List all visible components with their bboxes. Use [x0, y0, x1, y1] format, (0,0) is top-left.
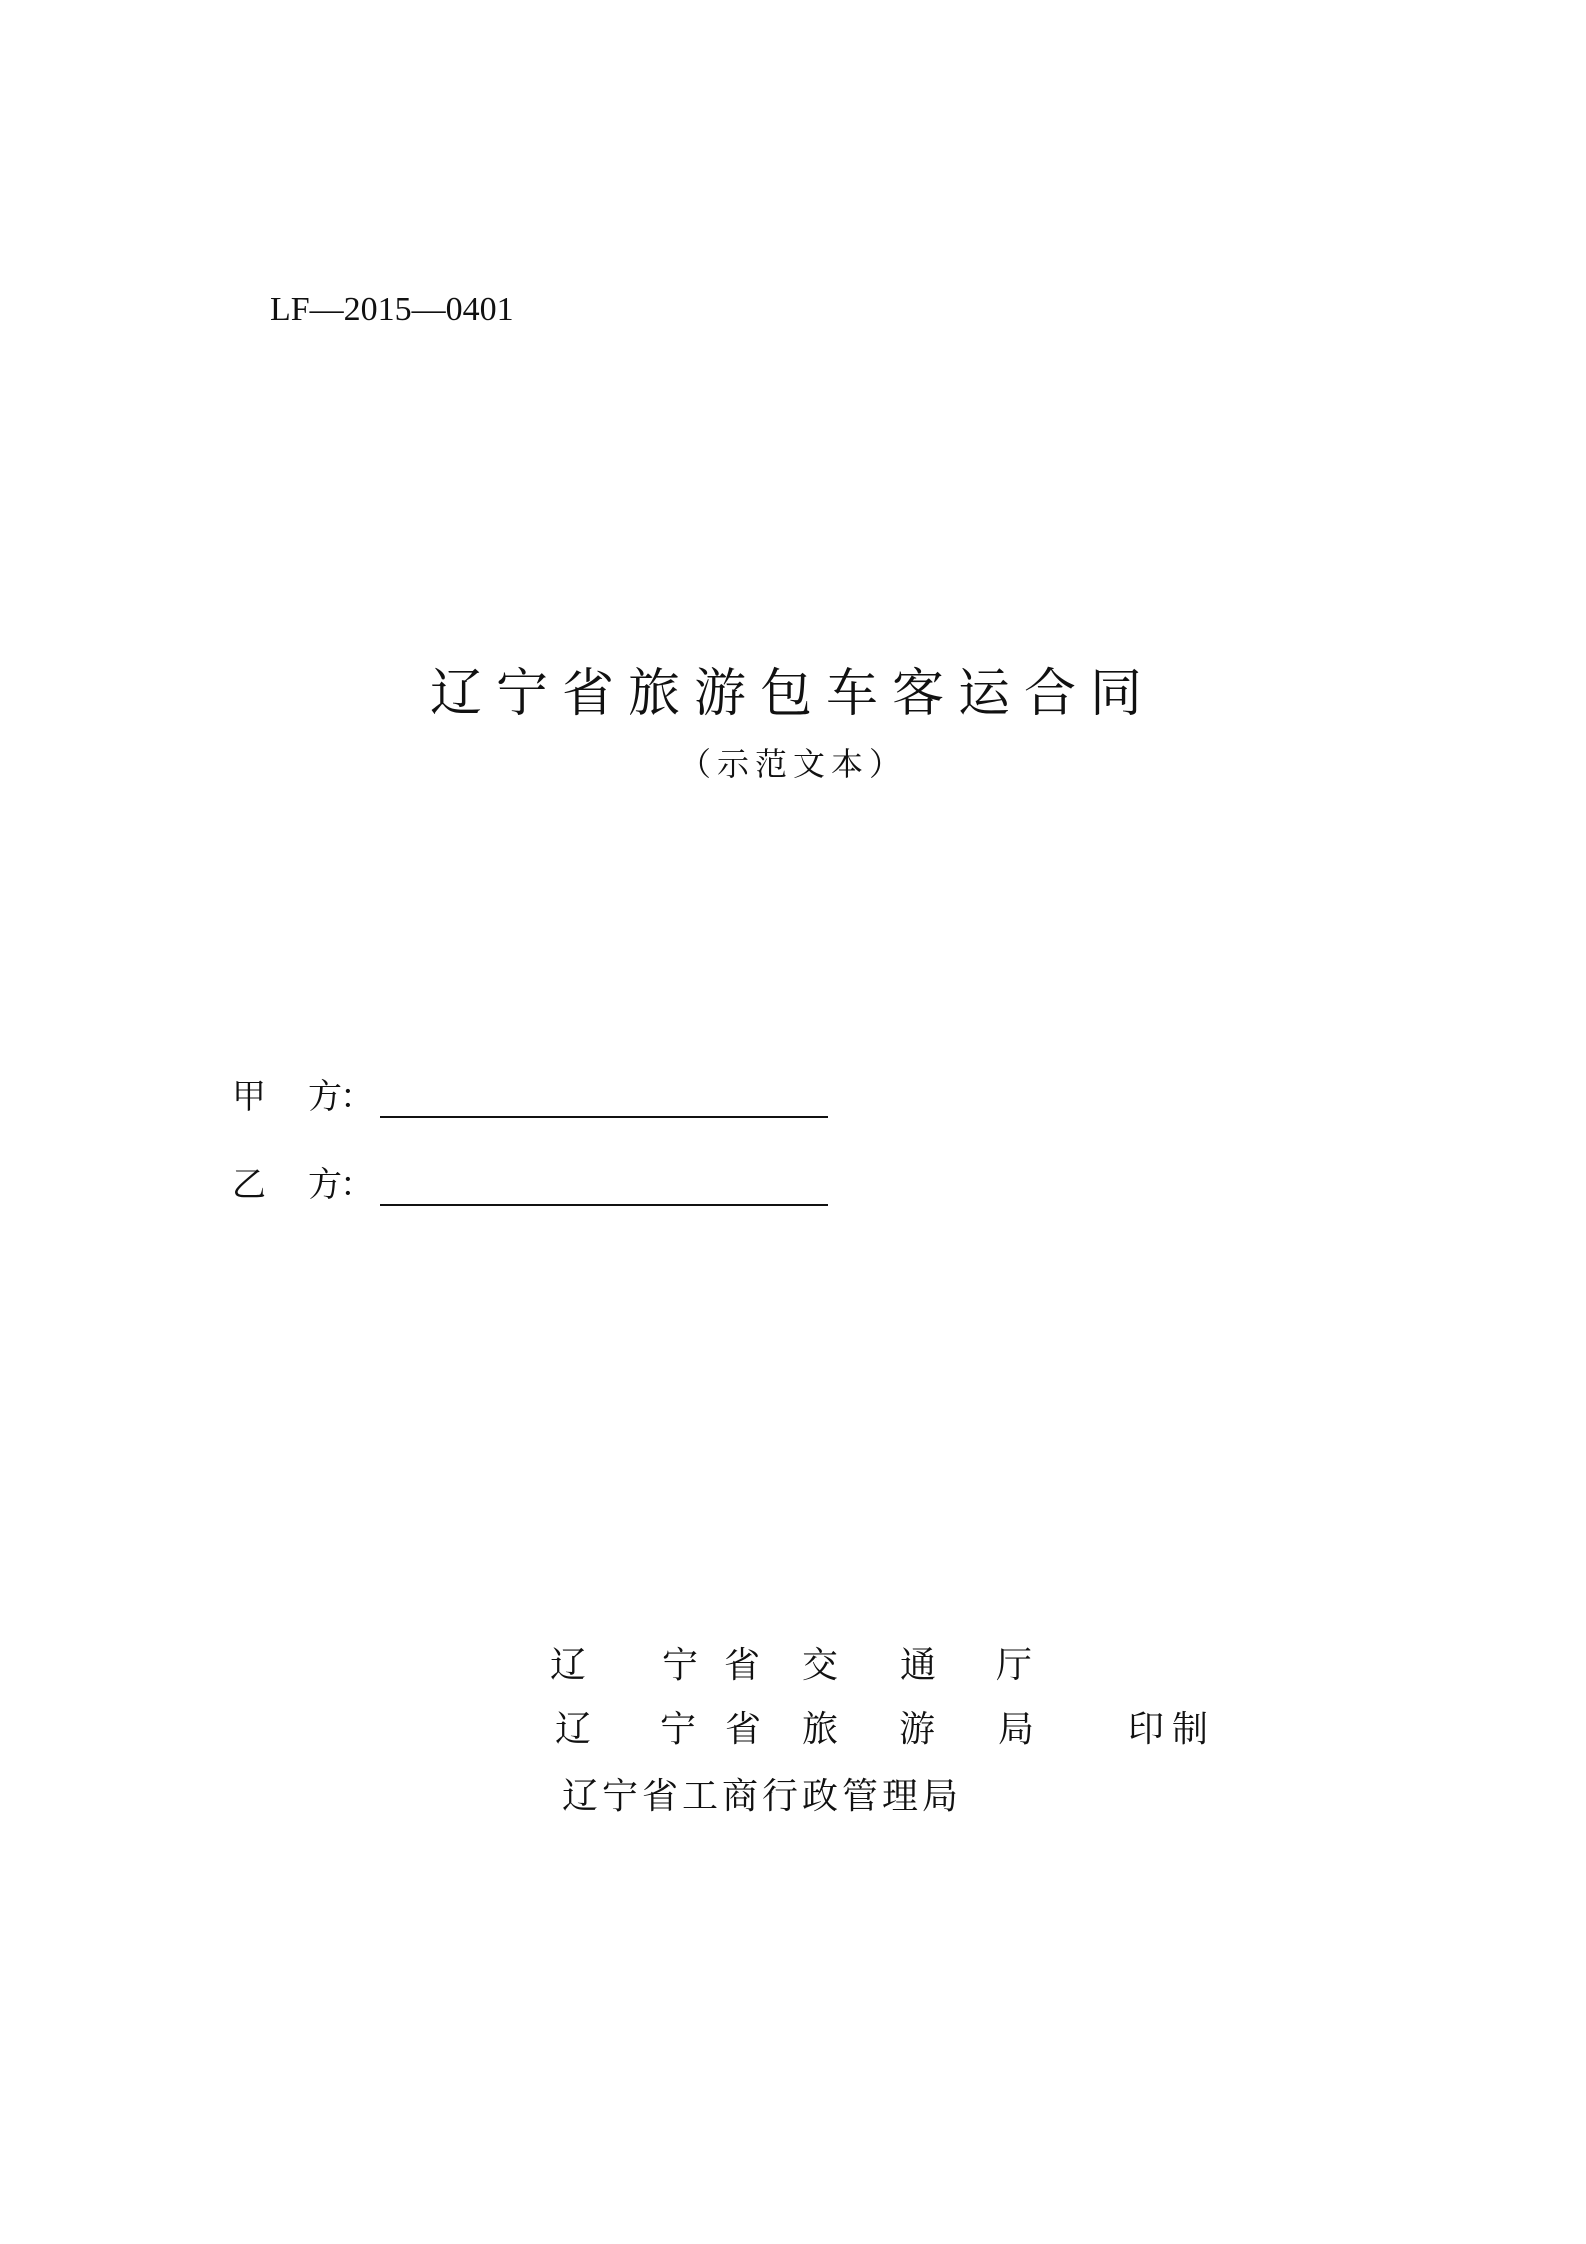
issuer-transport-department	[550, 1642, 1032, 1690]
document-subtitle: （示范文本）	[678, 745, 907, 783]
document-title: 辽宁省旅游包车客运合同	[429, 664, 1156, 724]
party-b-fill-line[interactable]	[380, 1204, 828, 1206]
party-a-colon: ：	[340, 1077, 374, 1117]
party-a-label-char1: 甲	[232, 1077, 266, 1117]
party-a-row	[232, 1072, 832, 1122]
issuer1-char: 厅	[996, 1645, 1033, 1686]
print-note: 印制	[1128, 1709, 1217, 1750]
issuer2-char: 宁	[660, 1709, 697, 1750]
issuer2-char: 省	[725, 1709, 762, 1750]
party-b-label-char2: 方	[308, 1165, 342, 1205]
issuer1-char: 通	[900, 1645, 937, 1686]
issuer2-char: 游	[899, 1709, 936, 1750]
document-code: LF—2015—0401	[270, 291, 514, 328]
issuer1-char: 辽	[550, 1645, 587, 1686]
issuer2-char: 局	[998, 1709, 1035, 1750]
issuer1-char: 宁	[662, 1645, 699, 1686]
issuer-industry-commerce-bureau: 辽宁省工商行政管理局	[562, 1776, 963, 1817]
issuer1-char: 省	[724, 1645, 761, 1686]
party-a-label-char2: 方	[308, 1077, 342, 1117]
issuer2-char: 旅	[802, 1709, 839, 1750]
party-a-fill-line[interactable]	[380, 1116, 828, 1118]
party-b-row	[232, 1160, 832, 1210]
issuer-tourism-bureau	[555, 1706, 1034, 1754]
party-b-colon: ：	[340, 1165, 374, 1205]
party-b-label-char1: 乙	[232, 1165, 266, 1205]
issuer2-char: 辽	[555, 1709, 592, 1750]
party-b-label	[232, 1160, 342, 1210]
party-a-label	[232, 1072, 342, 1122]
issuer1-char: 交	[802, 1645, 839, 1686]
